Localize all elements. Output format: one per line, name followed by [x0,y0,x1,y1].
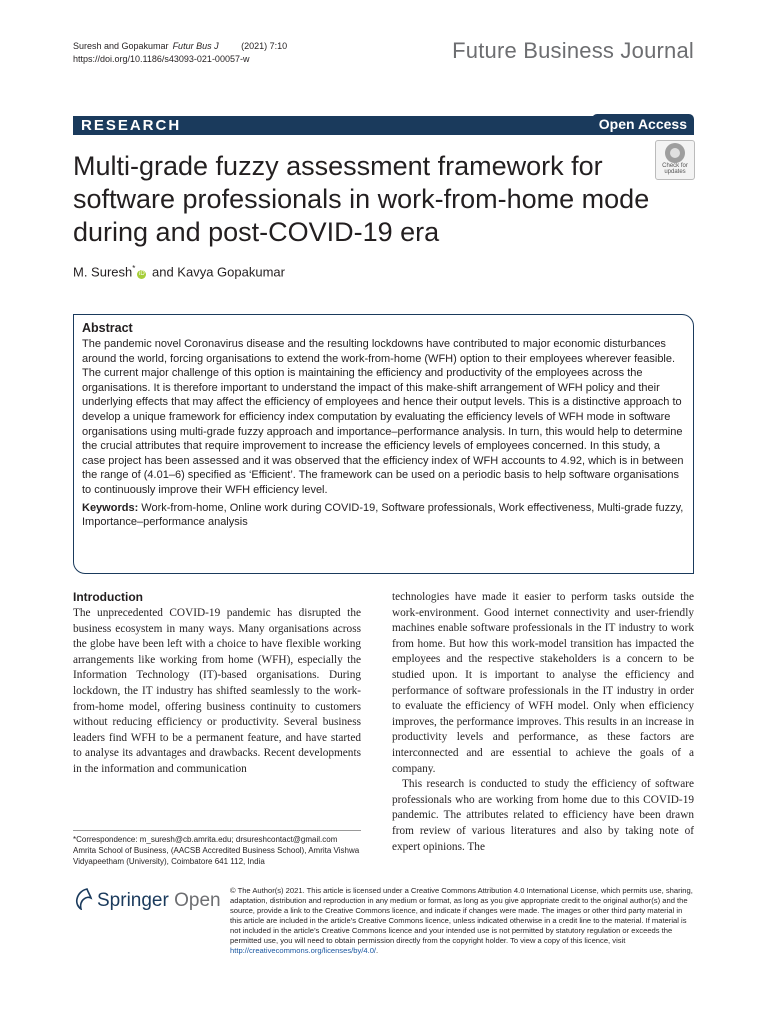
keywords [82,501,685,530]
orcid-icon[interactable]: iD [139,271,145,278]
check-for-updates-button[interactable] [655,140,695,180]
article-title: Multi-grade fuzzy assessment framework for software professionals in work-from-home mode during and post-COVID-19 era [73,151,650,247]
check-updates-line1: Check for [662,163,688,169]
author-name[interactable]: M. Suresh [73,264,133,280]
correspondence-emails: *Correspondence: m_suresh@cb.amrita.edu; drsureshcontact@gmail.com [73,835,338,844]
header-year-volume: (2021) 7:10 [241,41,288,51]
license-link[interactable]: http://creativecommons.org/licenses/by/4.0/ [230,946,377,955]
paragraph: This research is conducted to study the efficiency of software professionals who are working from home due to this COVID-19 pandemic. The attributes related to efficiency have been drawn from review of various literatures and also by taking note of expert opinions. The [392,778,694,853]
keywords-list: Work-from-home, Online work during COVID-19, Software professionals, Work effectiveness, Multi-grade fuzzy, Importance–performance analysis [82,501,684,529]
crossmark-icon [665,143,685,163]
body-column-right [392,590,694,855]
body-column-left [73,590,361,778]
springer-horse-icon [73,888,93,910]
abstract-text: The pandemic novel Coronavirus disease and the resulting lockdowns have contributed to major economic disturbances around the world, forcing organisations to extend the work-from-home (WFH) option to their employees wherever feasible. The current major challenge of this option is maintaining the efficiency and productivity of the employees across the organisations. It is therefore important to understand the impact of this make-shift arrangement of WFH policy and their underlying effects that may affect the efficiency of employees and hence their output levels. This is a distinctive approach to develop a unique framework for efficiency index computation by evaluating the efficiency levels of WFH mode in software organisations using multi-grade fuzzy approach and importance–performance analysis. In turn, this would help to determine the crucial attributes that require improvement to increase the efficiency levels of employees concerned. In this study, a case project has been assessed and it was observed that the efficiency index of WFH accounts to 4.92, which is in between the range of (4.01–6) specified as ‘Efficient’. The framework can be used on a periodic basis to help software organisations to continuously improve their WFH efficiency level. [82,338,684,496]
section-heading: Introduction [73,590,143,604]
abstract-box [73,314,694,574]
journal-name: Future Business Journal [452,38,694,63]
open-access-badge: Open Access [592,114,694,135]
publisher-name: Springer [97,890,169,911]
license-end: . [376,946,379,955]
section-label: RESEARCH [81,117,182,134]
running-header [73,40,291,66]
license-body: © The Author(s) 2021. This article is licensed under a Creative Commons Attribution 4.0 International License, which permits use, sharing, adaptation, distribution and reproduction in any medium or format, as long as you give appropriate credit to the original author(s) and the source, provide a link to the Creative Commons licence, and indicate if changes were made. The images or other third party material in this article are included in the article’s Creative Commons licence, unless indicated otherwise in a credit line to the material. If material is not included in the article’s Creative Commons licence and your intended use is not permitted by statutory regulation or exceeds the permitted use, you will need to obtain permission directly from the copyright holder. To view a copy of this licence, visit [230,886,693,945]
header-authors: Suresh and Gopakumar [73,41,169,51]
abstract-heading: Abstract [82,321,133,335]
corresponding-mark: * [132,264,136,273]
paragraph: technologies have made it easier to perform tasks outside the work-environment. Good internet connectivity and user-friendly machines enable software professionals in the IT industry to work from home. But how this work-model transition has impacted the employees and the respective stakeholders is a concern to be studied upon. It is important to analyse the efficiency and performance of software professionals in the IT industry in order to evaluate the efficiency of WFH model. Only when efficiency improves, the performance improves. This results in an increase in productivity levels and performance, as these factors are interconnected and are essential to achieve the goals of a company. [392,591,694,775]
license-text [230,886,694,956]
correspondence-footnote [73,830,361,867]
citation-line [73,40,291,53]
doi-link[interactable]: https://doi.org/10.1186/s43093-021-00057-w [73,54,250,64]
keywords-label: Keywords: [82,501,139,514]
author-list [73,264,285,279]
publisher-open: Open [174,890,221,911]
publisher-logo [73,888,221,912]
header-journal-abbrev: Futur Bus J [172,41,219,51]
author-name: and Kavya Gopakumar [148,264,285,280]
affiliation: Amrita School of Business, (AACSB Accredited Business School), Amrita Vishwa Vidyapeetham (University), Coimbatore 641 112, India [73,846,360,866]
paragraph: The unprecedented COVID-19 pandemic has disrupted the business ecosystem in many ways. Many organisations across the globe have been left with a choice to have flexible working arrangements like working from home (WFH), especially the Information Technology (IT)-based organisations. During lockdown, the IT industry has shifted seamlessly to the work-from-home model, offering business continuity to customers without reducing efficiency or productivity. Several business leaders find WFH to be a permanent feature, and have started to analyse its advantages and drawbacks. Recent developments in the information and communication [73,607,361,775]
check-updates-line2: updates [664,169,686,175]
